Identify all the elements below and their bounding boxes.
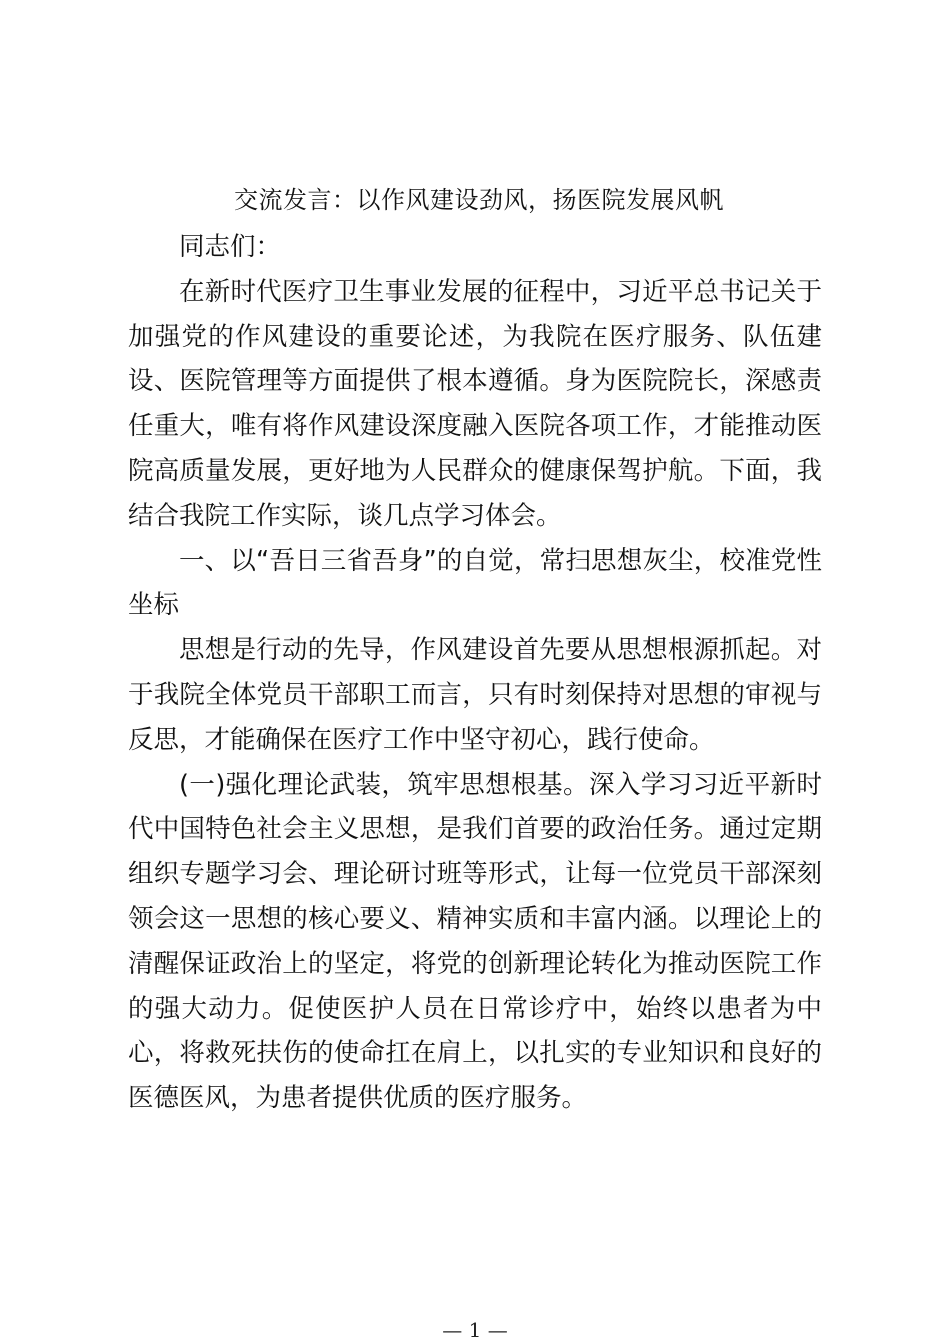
page-number: — 1 —: [442, 1318, 508, 1342]
salutation: 同志们：: [179, 232, 282, 262]
document-title: 交流发言：以作风建设劲风，扬医院发展风帆: [234, 186, 724, 214]
paragraph-intro: 在新时代医疗卫生事业发展的征程中，习近平总书记关于加强党的作风建设的重要论述，为我院在医疗服务、队伍建设、医院管理等方面提供了根本遵循。身为医院院长，深感责任重大，唯有将作风建设深度融入医院各项工作，才能推动医院高质量发展，更好地为人民群众的健康保驾护航。下面，我结合我院工作实际，谈几点学习体会。: [128, 276, 822, 531]
paragraph-section-1: 思想是行动的先导，作风建设首先要从思想根源抓起。对于我院全体党员干部职工而言，只有时刻保持对思想的审视与反思，才能确保在医疗工作中坚守初心，践行使命。: [128, 635, 822, 755]
document-body: [128, 225, 822, 1121]
paragraph-subsection-1: (一)强化理论武装，筑牢思想根基。深入学习习近平新时代中国特色社会主义思想，是我们首要的政治任务。通过定期组织专题学习会、理论研讨班等形式，让每一位党员干部深刻领会这一思想的核心要义、精神实质和丰富内涵。以理论上的清醒保证政治上的坚定，将党的创新理论转化为推动医院工作的强大动力。促使医护人员在日常诊疗中，始终以患者为中心，将救死扶伤的使命扛在肩上，以扎实的专业知识和良好的医德医风，为患者提供优质的医疗服务。: [128, 769, 822, 1114]
section-heading-1: 一、以“吾日三省吾身”的自觉，常扫思想灰尘，校准党性坐标: [128, 545, 822, 621]
